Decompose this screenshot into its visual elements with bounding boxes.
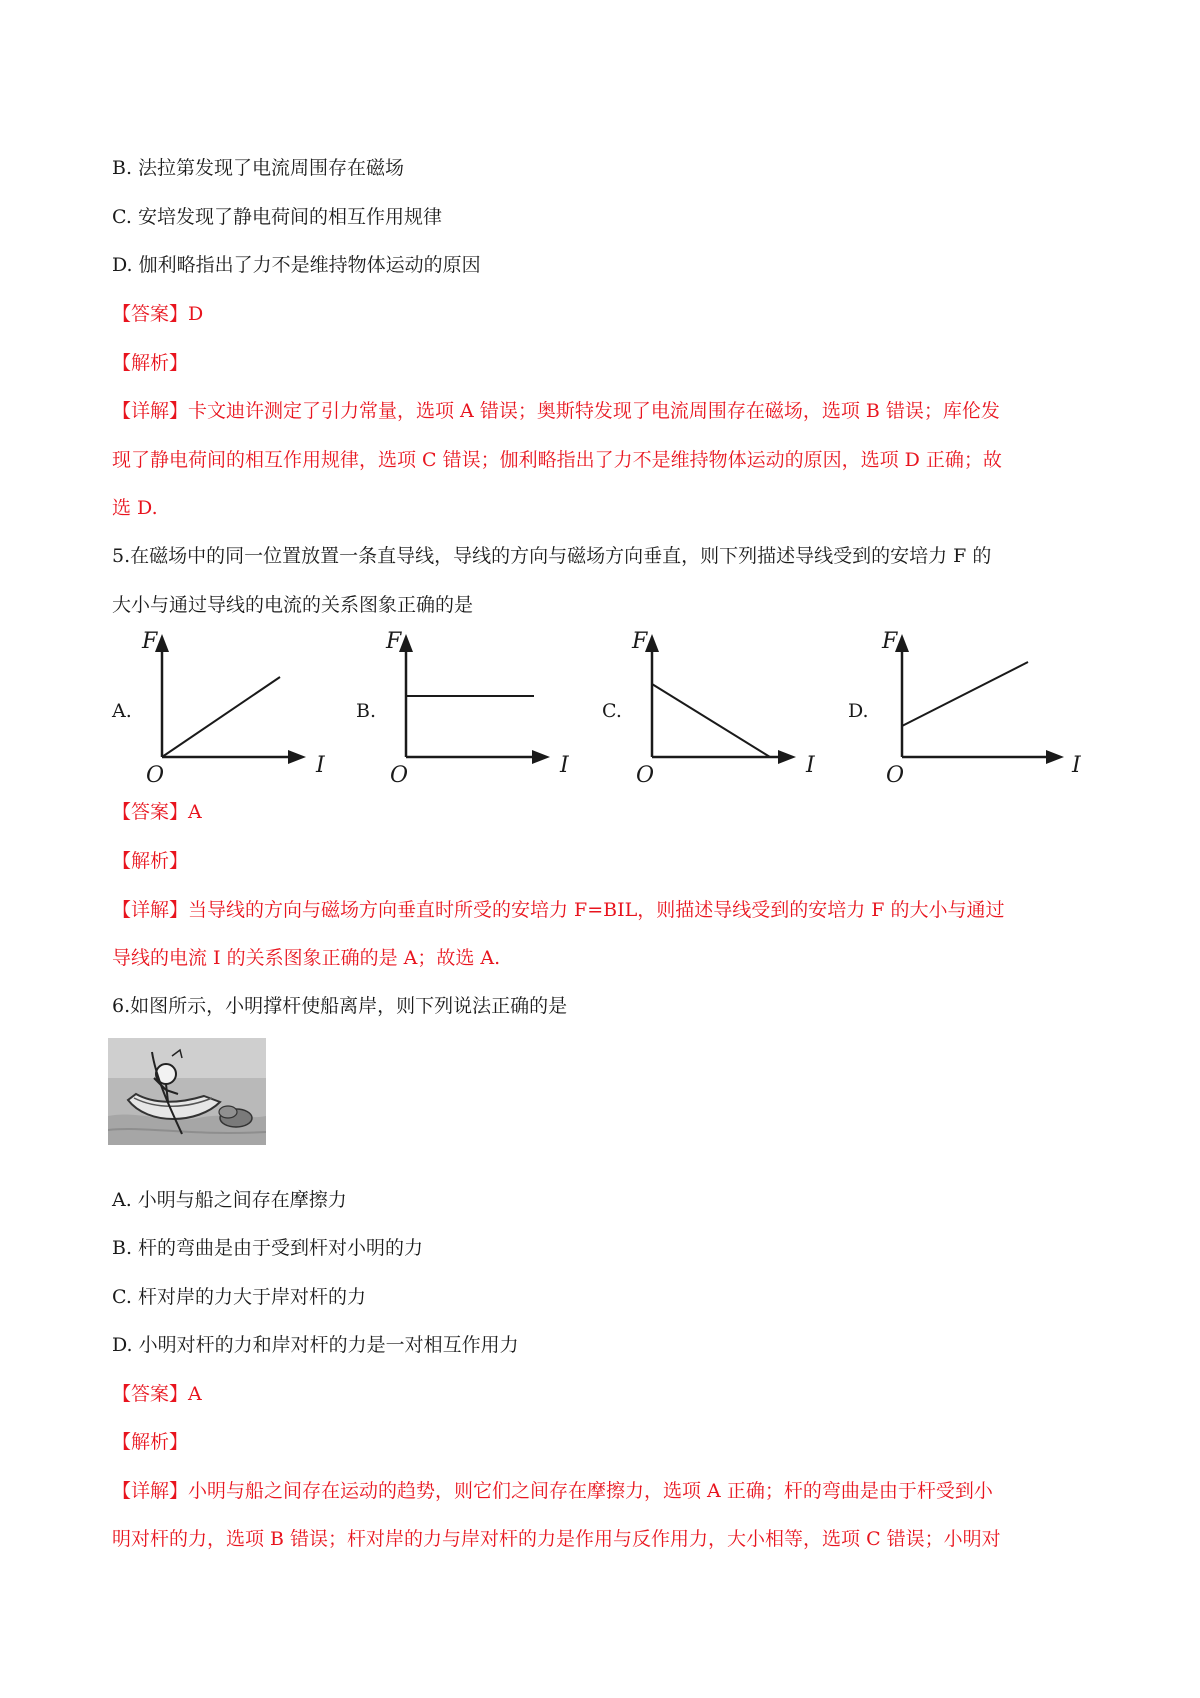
q6-stem: 6.如图所示，小明撑杆使船离岸，则下列说法正确的是: [112, 995, 568, 1017]
q6-option-c: C. 杆对岸的力大于岸对杆的力: [112, 1286, 366, 1308]
graph-option-b-letter: B.: [356, 700, 377, 722]
boat-figure-image: [108, 1038, 266, 1145]
q4-option-b: B. 法拉第发现了电流周围存在磁场: [112, 157, 405, 179]
q6-option-b: B. 杆的弯曲是由于受到杆对小明的力: [112, 1237, 424, 1259]
q6-answer: [112, 1381, 202, 1407]
answer-tag: 【答案】: [112, 303, 189, 325]
q6-option-d: D. 小明对杆的力和岸对杆的力是一对相互作用力: [112, 1334, 519, 1356]
q5-analysis-tag: 【解析】: [112, 850, 189, 872]
q5-detail-line-1: [112, 897, 1005, 923]
detail-tag: 【详解】: [112, 400, 189, 422]
detail-text: 小明与船之间存在运动的趋势，则它们之间存在摩擦力，选项 A 正确；杆的弯曲是由于杆受到小: [188, 1480, 993, 1502]
axis-f-label: F: [142, 629, 158, 654]
answer-value: D: [188, 303, 204, 325]
graph-option-a-letter: A.: [112, 700, 132, 722]
q4-answer: [112, 301, 203, 327]
origin-label: O: [146, 763, 165, 788]
origin-label: O: [886, 763, 905, 788]
axis-f-label: F: [882, 629, 898, 654]
q4-option-d: D. 伽利略指出了力不是维持物体运动的原因: [112, 254, 481, 276]
q4-analysis-tag: 【解析】: [112, 352, 189, 374]
q6-analysis-tag: 【解析】: [112, 1431, 189, 1453]
q4-option-c: C. 安培发现了静电荷间的相互作用规律: [112, 206, 442, 228]
answer-tag: 【答案】: [112, 801, 189, 823]
q4-detail-line-1: [112, 398, 1000, 424]
graph-option-c-letter: C.: [602, 700, 622, 722]
origin-label: O: [636, 763, 655, 788]
axis-i-label: I: [806, 753, 815, 778]
detail-text: 当导线的方向与磁场方向垂直时所受的安培力 F=BIL，则描述导线受到的安培力 F 的大小与通过: [188, 899, 1005, 921]
graph-c: [630, 629, 830, 788]
graph-c-line: [652, 684, 770, 757]
q5-stem-line-1: 5.在磁场中的同一位置放置一条直导线，导线的方向与磁场方向垂直，则下列描述导线受到的安培力 F 的: [112, 545, 992, 567]
graph-b: [384, 629, 584, 788]
graph-option-d-letter: D.: [848, 700, 869, 722]
axis-i-label: I: [1072, 753, 1081, 778]
q4-detail-line-2: 现了静电荷间的相互作用规律，选项 C 错误；伽利略指出了力不是维持物体运动的原因，选项 D 正确；故: [112, 449, 1002, 471]
axis-f-label: F: [632, 629, 648, 654]
q5-answer: [112, 799, 202, 825]
graph-a-line: [162, 677, 280, 757]
q6-detail-line-2: 明对杆的力，选项 B 错误；杆对岸的力与岸对杆的力是作用与反作用力，大小相等，选项 C 错误；小明对: [112, 1528, 1001, 1550]
answer-value: A: [188, 801, 202, 823]
graph-d-line: [902, 662, 1028, 726]
detail-tag: 【详解】: [112, 899, 189, 921]
q4-detail-line-3: 选 D.: [112, 497, 158, 519]
origin-label: O: [390, 763, 409, 788]
q6-detail-line-1: [112, 1478, 993, 1504]
axis-f-label: F: [386, 629, 402, 654]
axis-i-label: I: [316, 753, 325, 778]
detail-tag: 【详解】: [112, 1480, 189, 1502]
graph-a: [140, 629, 340, 788]
q5-stem-line-2: 大小与通过导线的电流的关系图象正确的是: [112, 594, 474, 616]
answer-tag: 【答案】: [112, 1383, 189, 1405]
detail-text: 卡文迪许测定了引力常量，选项 A 错误；奥斯特发现了电流周围存在磁场，选项 B 错误；库伦发: [188, 400, 1000, 422]
axis-i-label: I: [560, 753, 569, 778]
answer-value: A: [188, 1383, 202, 1405]
q6-option-a: A. 小明与船之间存在摩擦力: [112, 1189, 347, 1211]
q5-detail-line-2: 导线的电流 I 的关系图象正确的是 A；故选 A.: [112, 947, 501, 969]
graph-d: [880, 629, 1081, 788]
